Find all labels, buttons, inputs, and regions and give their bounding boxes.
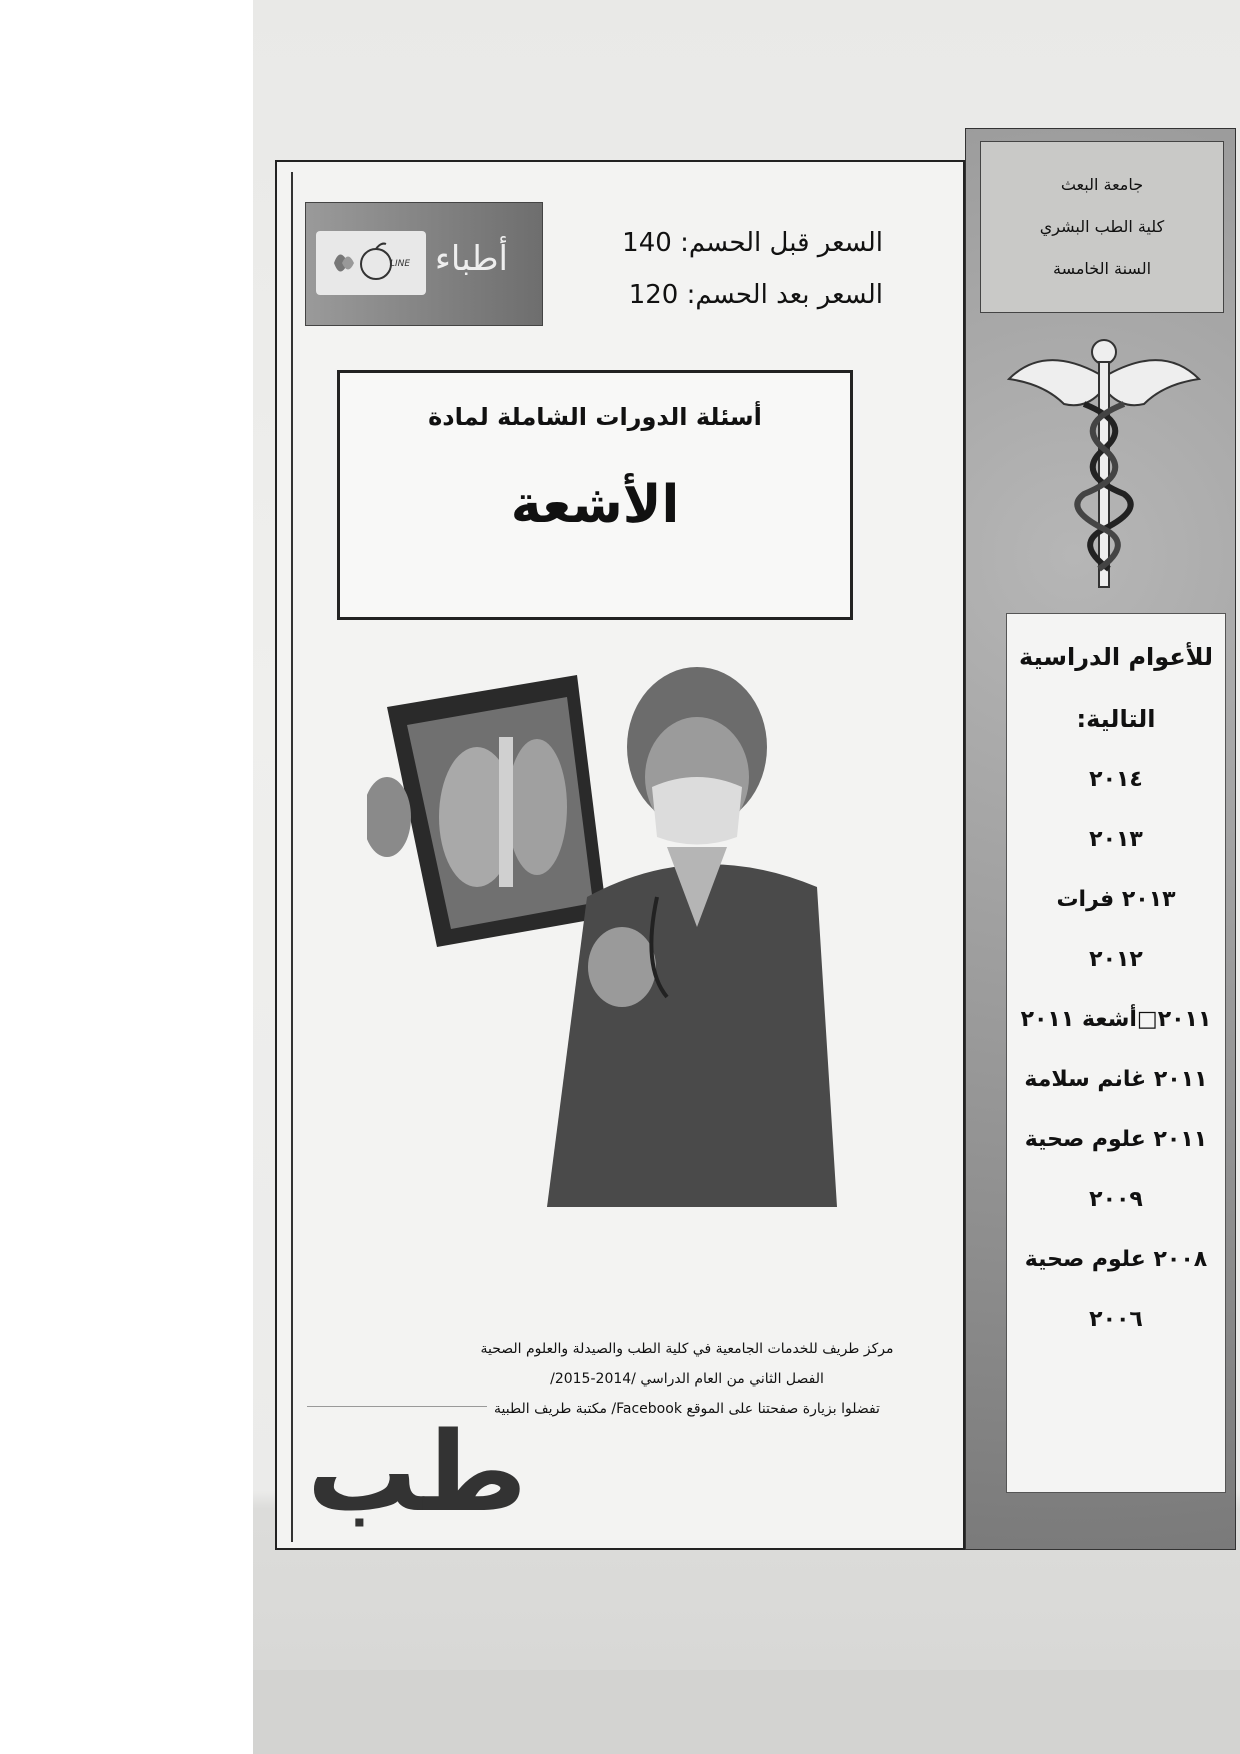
university-box [980,141,1224,313]
years-title [1007,626,1225,750]
faculty-name: كلية الطب البشري [1039,217,1165,236]
price-before-discount: السعر قبل الحسم: 140 [622,228,883,258]
publisher-logo [305,202,543,326]
year-item: ٢٠١٣ فرات [1056,887,1176,912]
main-panel [275,160,965,1550]
year-item: ٢٠١٤ [1089,767,1143,792]
subject-title: الأشعة [510,475,680,535]
year-item: ٢٠١٢ [1089,947,1143,972]
subject-heading: أسئلة الدورات الشاملة لمادة [428,403,762,431]
university-name: جامعة البعث [1060,175,1144,194]
year-item: ٢٠١٣ [1089,827,1143,852]
side-panel [965,128,1236,1550]
doctor-xray-illustration [367,667,887,1267]
year-item: ٢٠٠٩ [1089,1187,1143,1212]
svg-text:LINE: LINE [390,259,411,269]
inner-border-line [291,172,293,1542]
publisher-line-1: مركز طريف للخدمات الجامعية في كلية الطب والصيدلة والعلوم الصحية [480,1341,894,1357]
tib-logo: طب [307,1408,528,1536]
caduceus-icon [1004,334,1204,594]
study-year: السنة الخامسة [1052,259,1152,278]
logo-text: أطباء [434,239,508,279]
title-box [337,370,853,620]
years-title-line-1: للأعوام الدراسية [1019,643,1213,671]
price-after-discount: السعر بعد الحسم: 120 [628,280,883,310]
apple-logo-icon [316,231,426,295]
booklet-cover [275,160,1238,1552]
year-item: ٢٠١١ علوم صحية [1024,1127,1208,1152]
years-box [1006,613,1226,1493]
years-title-line-2: التالية: [1076,705,1156,733]
year-item: ٢٠٠٨ علوم صحية [1024,1247,1208,1272]
scan-bottom-edge [253,1670,1240,1754]
year-item: ٢٠٠٦ [1089,1307,1143,1332]
publisher-line-2: الفصل الثاني من العام الدراسي /2014-2015/ [550,1371,824,1387]
price-block [622,217,883,321]
publisher-line-3: تفضلوا بزيارة صفحتنا على الموقع Facebook/ مكتبة طريف الطبية [494,1401,880,1417]
year-item: ٢٠١١□أشعة ٢٠١١ [1020,1007,1212,1032]
year-item: ٢٠١١ غانم سلامة [1024,1067,1208,1092]
